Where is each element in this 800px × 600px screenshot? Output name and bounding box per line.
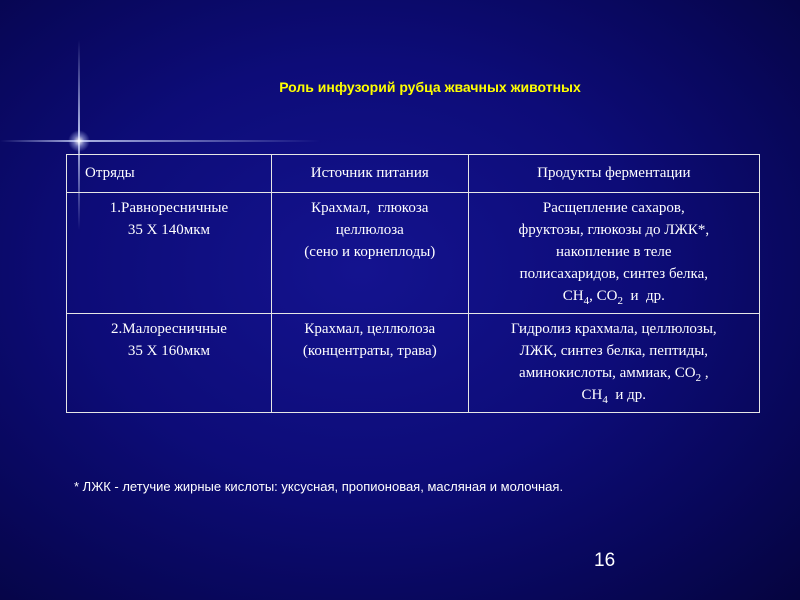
- formula-sub: 2: [617, 295, 623, 307]
- slide-title: Роль инфузорий рубца жвачных животных: [279, 79, 581, 95]
- order-name: 1.Равноресничные: [109, 200, 229, 216]
- cell-products: [468, 193, 759, 314]
- lens-flare-horizontal: [0, 140, 320, 142]
- table-header-row: [67, 155, 760, 193]
- page-number: 16: [594, 550, 616, 571]
- formula-sub: 2: [695, 372, 702, 384]
- header-food-source: Источник питания: [271, 155, 468, 193]
- lens-flare-core: [68, 130, 90, 152]
- order-size: 35 Х 140мкм: [127, 222, 211, 238]
- products-line: ЛЖК, синтез белка, пептиды,: [519, 343, 709, 359]
- food-line: Крахмал, глюкоза: [311, 200, 429, 216]
- products-formula-line: [473, 285, 755, 307]
- formula-sep: ,: [589, 288, 597, 304]
- line-tail: ,: [701, 365, 709, 381]
- products-line: [473, 384, 755, 406]
- formula-sub: 4: [583, 295, 590, 307]
- food-line: (сено и корнеплоды): [304, 244, 436, 260]
- cell-products: [468, 314, 759, 413]
- rumen-ciliates-table: [66, 154, 760, 413]
- table-row: [67, 193, 760, 314]
- formula-co: CO: [596, 288, 618, 304]
- formula-ch: CH: [562, 288, 584, 304]
- food-line: целлюлоза: [335, 222, 404, 238]
- line-text: CH: [581, 387, 603, 403]
- food-line: Крахмал, целлюлоза: [304, 321, 436, 337]
- footnote: * ЛЖК - летучие жирные кислоты: уксусная, пропионовая, масляная и молочная.: [74, 479, 564, 494]
- order-size: 35 Х 160мкм: [127, 343, 211, 359]
- cell-order: [67, 193, 272, 314]
- products-line: фруктозы, глюкозы до ЛЖК*,: [518, 222, 710, 238]
- line-text: аминокислоты, аммиак, CO: [519, 365, 696, 381]
- cell-food-source: [271, 314, 468, 413]
- food-line: (концентраты, трава): [302, 343, 437, 359]
- products-line: Гидролиз крахмала, целлюлозы,: [510, 321, 717, 337]
- products-line: Расщепление сахаров,: [542, 200, 685, 216]
- line-tail: и др.: [607, 387, 647, 403]
- formula-sub: 4: [602, 394, 608, 406]
- products-line: полисахаридов, синтез белка,: [519, 266, 708, 282]
- order-name: 2.Малоресничные: [111, 321, 227, 337]
- cell-food-source: [271, 193, 468, 314]
- cell-order: [67, 314, 272, 413]
- header-orders: Отряды: [67, 155, 272, 193]
- products-line: накопление в теле: [556, 244, 672, 260]
- table-row: [67, 314, 760, 413]
- header-fermentation-products: Продукты ферментации: [468, 155, 759, 193]
- products-line: [473, 362, 755, 384]
- formula-tail: и др.: [622, 288, 665, 304]
